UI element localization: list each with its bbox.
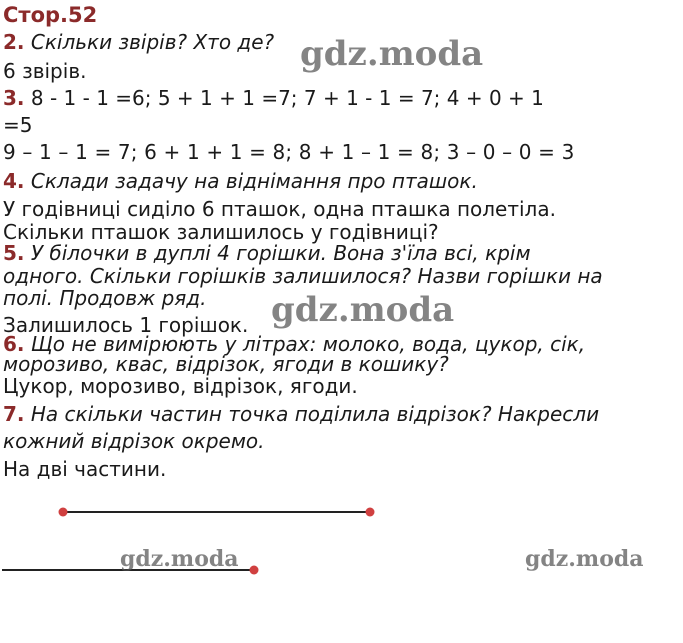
task-6-question-2: морозиво, квас, відрізок, ягоди в кошику?	[3, 352, 449, 376]
task-3-line-2: =5	[3, 113, 33, 137]
watermark: gdz.moda	[525, 546, 644, 572]
task-number: 2.	[3, 30, 25, 54]
question-text: Що не вимірюють у літрах: молоко, вода, цукор, сік,	[30, 332, 586, 356]
task-3-line-3: 9 – 1 – 1 = 7; 6 + 1 + 1 = 8; 8 + 1 – 1 = 8; 3 – 0 – 0 = 3	[3, 140, 575, 164]
task-number: 4.	[3, 169, 25, 193]
task-2-answer: 6 звірів.	[3, 59, 87, 83]
task-4-answer-2: Скільки пташок залишилось у годівниці?	[3, 220, 439, 244]
question-text: Скільки звірів? Хто де?	[30, 30, 275, 54]
segment-1-end-point	[366, 508, 375, 517]
segment-1-start-point	[59, 508, 68, 517]
segment-2-end-point	[250, 566, 259, 575]
watermark: gdz.moda	[120, 546, 239, 572]
task-number: 6.	[3, 332, 25, 356]
watermark: gdz.moda	[271, 290, 455, 330]
task-7-question-2: кожний відрізок окремо.	[3, 429, 265, 453]
task-6-answer: Цукор, морозиво, відрізок, ягоди.	[3, 374, 358, 398]
task-5-question-2: одного. Скільки горішків залишилося? Назви горішки на	[3, 264, 603, 288]
watermark: gdz.moda	[300, 34, 484, 74]
task-number: 7.	[3, 402, 25, 426]
task-5-answer: Залишилось 1 горішок.	[3, 313, 249, 337]
answer-text: 8 - 1 - 1 =6; 5 + 1 + 1 =7; 7 + 1 - 1 = 7; 4 + 0 + 1	[30, 86, 544, 110]
question-text: У білочки в дуплі 4 горішки. Вона з'їла всі, крім	[30, 241, 531, 265]
task-5-question-3: полі. Продовж ряд.	[3, 286, 207, 310]
question-text: На скільки частин точка поділила відрізок? Накресли	[30, 402, 600, 426]
task-7-answer: На дві частини.	[3, 457, 167, 481]
task-4-answer-1: У годівниці сиділо 6 пташок, одна пташка полетіла.	[3, 197, 556, 221]
page-title: Стор.52	[3, 3, 98, 27]
task-number: 5.	[3, 241, 25, 265]
question-text: Склади задачу на віднімання про пташок.	[30, 169, 478, 193]
task-number: 3.	[3, 86, 25, 110]
